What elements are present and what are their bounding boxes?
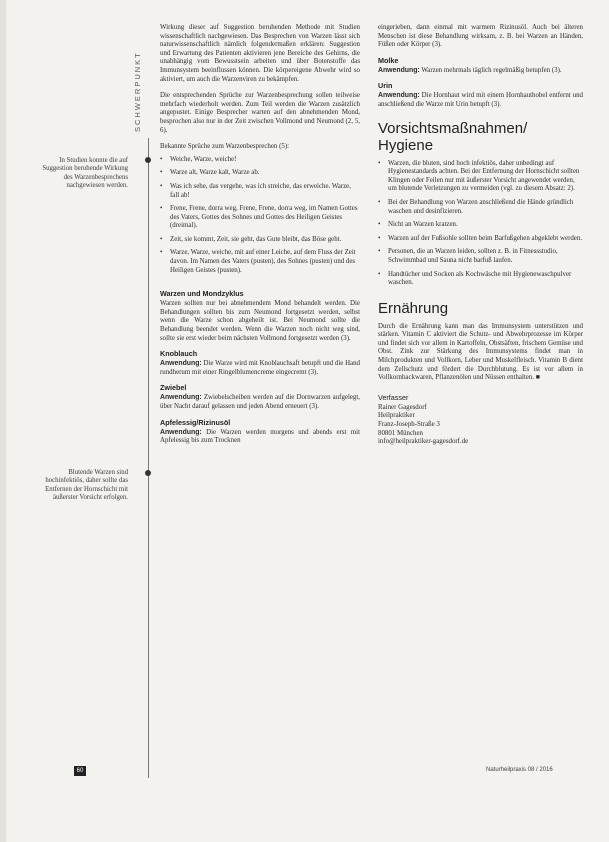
subheading: Apfelessig/Rizinusöl — [160, 417, 231, 427]
subheading: Molke — [378, 55, 399, 65]
sidebar-note: Blutende Warzen sind hochinfektiös, daher sollte das Entfernen der Hornschicht mit äußerster Vorsicht erfolgen. — [45, 469, 128, 502]
lead-label: Anwendung: — [378, 66, 420, 74]
page-number: 60 — [74, 766, 86, 776]
spells-intro: Bekannte Sprüche zum Warzenbesprechen (5): — [160, 143, 290, 151]
list-item: • Warze, Warze, weiche, mit auf einer Leiche, auf dem Fluss der Zeit davon. Im Namen des Vaters (pusten), des Sohnes (pusten) und des Heiligen Geistes (pusten). — [160, 249, 360, 275]
paragraph — [378, 92, 583, 109]
paragraph — [160, 429, 360, 446]
lead-label: Anwendung: — [160, 360, 202, 368]
journal-footer: Naturheilpraxis 08 / 2016 — [486, 767, 553, 773]
sidebar-note: In Studien konnte die auf Suggestion beruhende Wirkung des Warzenbesprechens nachgewiesen werden. — [42, 157, 128, 190]
list-item: • Warze alt, Warze kalt, Warze ab. — [160, 169, 360, 178]
list-item: • Handtücher und Socken als Kochwäsche mit Hygienewaschpulver waschen. — [378, 271, 583, 288]
author-email: info@heilpraktiker-gagesdorf.de — [378, 438, 469, 446]
lead-label: Anwendung: — [160, 428, 202, 436]
paragraph — [160, 360, 360, 377]
author-line: 80801 München — [378, 429, 423, 437]
paragraph — [378, 67, 583, 76]
paragraph-text: Die Warze wird mit Knoblauchsaft betupft und die Hand rundherum mit einer Ringelblumencreme eingecremt (3). — [160, 360, 360, 376]
author-label: Verfasser — [378, 392, 409, 402]
list-item: • Nicht an Warzen kratzen. — [378, 221, 583, 230]
spells-list — [160, 156, 360, 276]
author-line: Rainer Gagesdorf — [378, 403, 427, 411]
paragraph: Warzen sollten nur bei abnehmendem Mond behandelt werden. Die Behandlungen sollten bis zum Neumond fortgesetzt werden, selbst wenn die Warze schon abgeheilt ist. Bei Neumond sollte die Behandlung beendet werden. Wenn die Warzen noch nicht weg sind, sollte sie erst wieder beim nächsten Vollmond fortgesetzt werden (3). — [160, 300, 360, 342]
intro-paragraph: Wirkung dieser auf Suggestion beruhenden Methode mit Studien wissenschaftlich nachgewiesen. Das Besprechen von Warzen lässt sich naturwissenschaftlich nämlich folgendermaßen erklären: Suggestion und Erwartung des Patienten aktivieren jene Bereiche des Gehirns, die unabhängig vom Bewusstsein arbeiten und über Botenstoffe das Immunsystem beeinflussen können. Die körpereigene Abwehr wird so aktiviert, um auch die Warzenviren zu bekämpfen. — [160, 24, 360, 83]
subheading: Zwiebel — [160, 383, 187, 393]
sidebar-bullet-icon — [145, 157, 151, 163]
list-item: • Weiche, Warze, weiche! — [160, 156, 360, 165]
list-item: • Warzen, die bluten, sind hoch infektiös, daher unbedingt auf Hygienestandards achten. Bei der Entfernung der Hornschicht sollten Klingen oder Feilen nur mit äußerster Vorsicht angewendet werden, um blutende Verletzungen zu vermeiden (vgl. zu diesem Absatz: 2). — [378, 160, 583, 194]
list-item: • Zeit, sie kommt, Zeit, sie geht, das Gute bleibt, das Böse geht. — [160, 236, 360, 245]
paragraph: eingerieben, dann einmal mit warmem Rizinusöl. Auch bei älteren Menschen ist diese Behandlung wirksam, z. B. bei Warzen an Händen, Füßen oder Körper (3). — [378, 24, 583, 49]
lead-label: Anwendung: — [378, 92, 420, 100]
author-line: Franz-Joseph-Straße 3 — [378, 421, 440, 429]
subheading: Knoblauch — [160, 349, 198, 359]
list-item: • Frene, Frene, dorra weg, Frene, Frene, dorra weg, im Namen Gottes des Vaters, Gottes des Sohnes und Gottes des Heiligen Geistes (dreimal). — [160, 205, 360, 231]
column-left — [160, 24, 360, 450]
sidebar-bullet-icon — [145, 470, 151, 476]
list-item: • Was ich sehe, das vergehe, was ich streiche, das erweiche. Warze, fall ab! — [160, 183, 360, 200]
list-item: • Warzen auf der Fußsohle sollten beim Barfußgehen abgeklebt werden. — [378, 235, 583, 244]
paragraph — [160, 394, 360, 411]
paragraph: Die entsprechenden Sprüche zur Warzenbesprechung sollen teilweise mehrfach wiederholt werden. Zum Teil werden die Warzen zusätzlich angepustet. Einige Besprecher warten auf den abnehmenden Mond, besprochen also nur in der Zeit zwischen Vollmond und Neumond (2, 5, 6). — [160, 92, 360, 134]
hygiene-list — [378, 160, 583, 288]
section-heading: Ernährung — [378, 299, 449, 317]
section-label: SCHWERPUNKT — [133, 51, 142, 132]
paragraph-text: Die Hornhaut wird mit einem Hornhauthobel entfernt und anschließend die Warze mit Urin betupft (3). — [378, 92, 583, 108]
paragraph-text: Die Warzen werden morgens und abends erst mit Apfelessig bis zum Trocknen — [160, 428, 360, 445]
paragraph-text: Warzen mehrmals täglich regelmäßig betupfen (3). — [421, 66, 562, 74]
column-right — [378, 24, 583, 447]
subheading: Urin — [378, 81, 393, 91]
list-item: • Personen, die an Warzen leiden, sollten z. B. in Fitnessstudio, Schwimmbad und Sauna nicht barfuß laufen. — [378, 248, 583, 265]
sidebar-rule — [148, 138, 149, 778]
paragraph-text: Zwiebelscheiben werden auf die Dornwarzen aufgelegt, über Nacht darauf gelassen und jeden Abend erneuert (3). — [160, 394, 360, 410]
author-block — [378, 393, 583, 447]
subheading: Warzen und Mondzyklus — [160, 289, 244, 299]
author-line: Heilpraktiker — [378, 412, 415, 420]
list-item: • Bei der Behandlung von Warzen anschließend die Hände gründlich waschen und desinfizieren. — [378, 199, 583, 216]
paragraph: Durch die Ernährung kann man das Immunsystem unterstützen und stärken. Vitamin C aktiviert die Schutz- und Abwehrprozesse im Körper und findet sich vor allem in Kartoffeln, Obstsäften, frischem Gemüse und Obst. Zink zur Stärkung des Immunsystems findet man in Milchprodukten und Vollkorn, Leber und Muskelfleisch. Vitamin B dient dem Zellschutz und fördert die Durchblutung. Es ist vor allem in Vollkornbackwaren, Pflanzenölen und Nüssen enthalten. ■ — [378, 322, 583, 382]
section-heading: Vorsichtsmaßnahmen/ Hygiene — [378, 119, 528, 154]
page-edge — [0, 0, 6, 842]
lead-label: Anwendung: — [160, 394, 202, 402]
